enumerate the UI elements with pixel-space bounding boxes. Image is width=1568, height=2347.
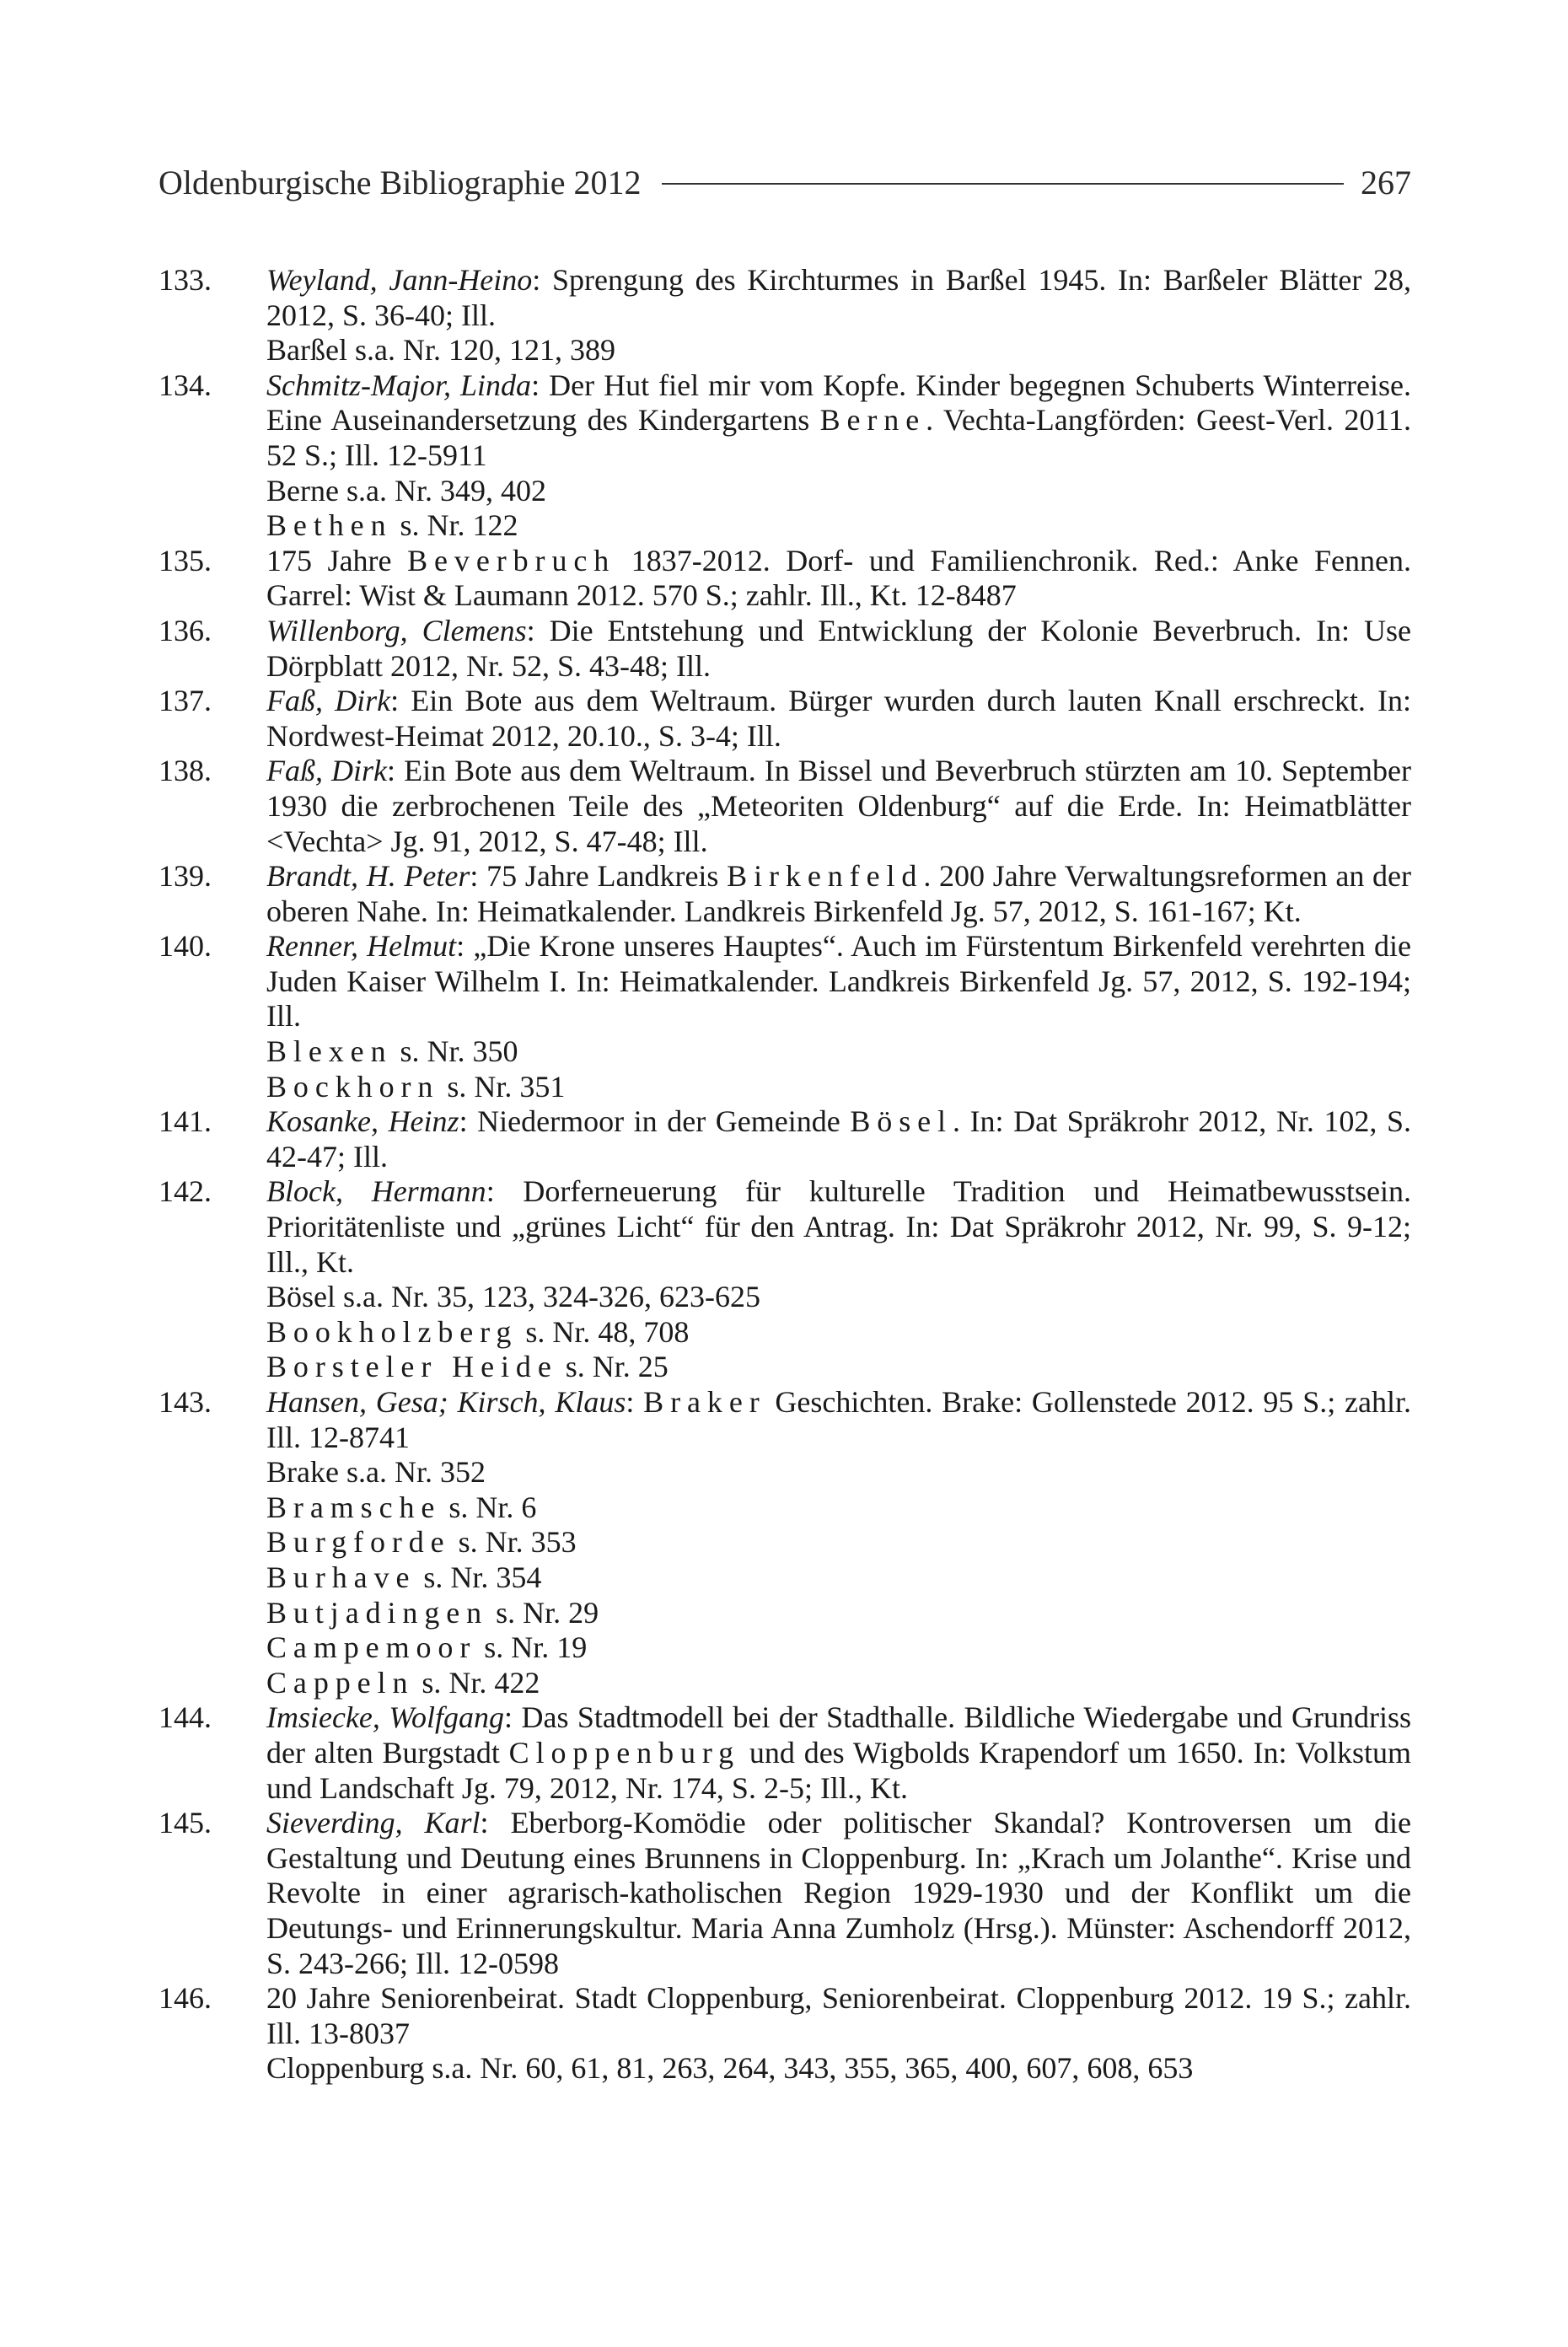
place-name: Bösel [266, 1280, 336, 1314]
entry-author: Kosanke, Heinz [266, 1104, 459, 1139]
place-name: Burgforde [266, 1525, 451, 1560]
cross-reference [158, 1490, 1411, 1526]
cross-reference [158, 1630, 1411, 1666]
entry-text: : 75 Jahre Landkreis [470, 859, 728, 894]
reference-text: s. Nr. 6 [441, 1490, 537, 1524]
entry-author: Faß, Dirk [266, 754, 388, 788]
bibliography-entry [158, 1981, 1411, 2051]
entry-text: . 200 Jahre Verwaltungsreformen an der oberen Nahe. In: Heimatkalender. Landkreis Birkenfeld Jg. 57, 2012, S. 161-167; Kt. [266, 859, 1412, 928]
cross-reference [158, 1666, 1411, 1701]
place-name: Bockhorn [266, 1069, 440, 1104]
reference-text: s. Nr. 422 [414, 1665, 540, 1700]
cross-reference [158, 1525, 1411, 1560]
cross-reference [158, 1070, 1411, 1105]
entry-text: : Das Stadtmodell bei der Stadthalle. Bildliche Wiedergabe und Grundriss der alten Burgstadt [266, 1700, 1411, 1770]
entry-author: Brandt, H. Peter [266, 859, 470, 894]
reference-text: s. Nr. 122 [392, 508, 518, 543]
cross-reference [158, 1560, 1411, 1596]
cross-reference [158, 474, 1411, 509]
entry-author: Weyland, Jann-Heino [266, 263, 533, 297]
entry-number: 133. [158, 263, 212, 297]
entry-author: Sieverding, Karl [266, 1806, 481, 1840]
place-name: Cloppenburg [508, 1735, 741, 1770]
reference-text: s.a. Nr. 120, 121, 389 [346, 333, 615, 368]
place-name: Cloppenburg [266, 2051, 425, 2086]
entry-author: Willenborg, Clemens [266, 613, 527, 647]
place-name: Berne [819, 403, 926, 438]
reference-text: s.a. Nr. 349, 402 [338, 473, 546, 508]
entry-author: Imsiecke, Wolfgang [266, 1700, 505, 1735]
header-rule [662, 183, 1345, 185]
place-name: Campemoor [266, 1630, 477, 1665]
entry-number: 134. [158, 368, 212, 402]
place-name: Beverbruch [407, 543, 616, 577]
entry-number: 142. [158, 1174, 212, 1209]
place-name: Birkenfeld [727, 859, 924, 894]
bibliography-entry [158, 1174, 1411, 1280]
entry-number: 146. [158, 1981, 212, 2016]
running-header [158, 158, 1411, 206]
cross-reference [158, 1455, 1411, 1490]
bibliography-entry [158, 614, 1411, 684]
cross-reference [158, 2051, 1411, 2087]
entry-number: 145. [158, 1806, 212, 1840]
bibliography-entry [158, 754, 1411, 859]
entry-author: Hansen, Gesa; Kirsch, Klaus [266, 1385, 626, 1419]
place-name: Blexen [266, 1034, 393, 1069]
entry-text: : Dorferneuerung für kulturelle Tradition und Heimatbewusstsein. Prioritätenliste und „grünes Licht“ für den Antrag. In: Dat Spräkrohr 2012, Nr. 99, S. 9-12; Ill., Kt. [266, 1174, 1411, 1279]
entry-number: 137. [158, 684, 212, 718]
reference-text: s. Nr. 350 [392, 1034, 518, 1069]
bibliography-entry [158, 929, 1411, 1034]
cross-reference [158, 333, 1411, 368]
entry-text: : [626, 1385, 644, 1419]
entry-text: : Niedermoor in der Gemeinde [459, 1104, 851, 1139]
page-number: 267 [1361, 163, 1411, 201]
bibliography-entry [158, 1806, 1411, 1981]
entry-text: 20 Jahre Seniorenbeirat. Stadt Cloppenburg, Seniorenbeirat. Cloppenburg 2012. 19 S.; zahlr. Ill. 13-8037 [266, 1981, 1411, 2050]
bibliography-entry [158, 1385, 1411, 1455]
running-title: Oldenburgische Bibliographie 2012 [158, 163, 642, 201]
bibliography-entry [158, 859, 1411, 929]
reference-text: s.a. Nr. 352 [338, 1455, 486, 1490]
entry-number: 144. [158, 1700, 212, 1735]
entry-text: : „Die Krone unseres Hauptes“. Auch im Fürstentum Birkenfeld verehrten die Juden Kaiser Wilhelm I. In: Heimatkalender. Landkreis Birkenfeld Jg. 57, 2012, S. 192-194; Ill. [266, 929, 1411, 1034]
entry-text: : Sprengung des Kirchturmes in Barßel 1945. In: Barßeler Blätter 28, 2012, S. 36-40; Ill. [266, 263, 1412, 332]
entry-text: . Vechta-Langförden: Geest-Verl. 2011. 52 S.; Ill. 12-5911 [266, 403, 1411, 472]
place-name: Butjadingen [266, 1595, 489, 1630]
entry-text: : Der Hut fiel mir vom Kopfe. Kinder begegnen Schuberts Winterreise. Eine Auseinandersetzung des Kindergartens [266, 368, 1412, 438]
entry-number: 140. [158, 929, 212, 964]
entry-text: und des Wigbolds Krapendorf um 1650. In: Volkstum und Landschaft Jg. 79, 2012, Nr. 174, S. 2-5; Ill., Kt. [266, 1735, 1411, 1805]
cross-reference [158, 508, 1411, 544]
reference-text: s.a. Nr. 60, 61, 81, 263, 264, 343, 355, 365, 400, 607, 608, 653 [424, 2051, 1194, 2086]
cross-reference [158, 1315, 1411, 1351]
entry-author: Block, Hermann [266, 1174, 486, 1209]
place-name: Berne [266, 473, 339, 508]
place-name: Bethen [266, 508, 393, 543]
bibliography-entry [158, 1700, 1411, 1806]
entry-text: 1837-2012. Dorf- und Familienchronik. Red.: Anke Fennen. Garrel: Wist & Laumann 2012. 570 S.; zahlr. Ill., Kt. 12-8487 [266, 543, 1411, 613]
bibliography-entry [158, 368, 1411, 474]
entry-author: Schmitz-Major, Linda [266, 368, 532, 402]
reference-text: s. Nr. 354 [416, 1560, 542, 1594]
bibliography-entry [158, 684, 1411, 754]
place-name: Bramsche [266, 1490, 442, 1524]
place-name: Bookholzberg [266, 1314, 518, 1349]
entry-number: 143. [158, 1385, 212, 1419]
reference-text: s. Nr. 48, 708 [518, 1314, 690, 1349]
reference-text: s. Nr. 351 [439, 1069, 566, 1104]
entry-text: : Ein Bote aus dem Weltraum. In Bissel und Beverbruch stürzten am 10. September 1930 die zerbrochenen Teile des „Meteoriten Oldenburg“ auf die Erde. In: Heimatblätter <Vechta> Jg. 91, 2012, S. 47-48; Ill. [266, 754, 1411, 858]
entry-author: Faß, Dirk [266, 684, 391, 718]
reference-text: s. Nr. 353 [450, 1525, 577, 1560]
place-name: Bösel [850, 1104, 953, 1139]
entry-text: : Eberborg-Komödie oder politischer Skandal? Kontroversen um die Gestaltung und Deutung eines Brunnens in Cloppenburg. In: „Krach um Jolanthe“. Krise und Revolte in einer agrarisch-katholischen Region 1929-1930 und der Konflikt um die Deutungs- und Erinnerungskultur. Maria Anna Zumholz (Hrsg.). Münster: Aschendorff 2012, S. 243-266; Ill. 12-0598 [266, 1806, 1411, 1980]
entry-text: : Ein Bote aus dem Weltraum. Bürger wurden durch lauten Knall erschreckt. In: Nordwest-Heimat 2012, 20.10., S. 3-4; Ill. [266, 684, 1411, 753]
reference-text: s.a. Nr. 35, 123, 324-326, 623-625 [336, 1280, 760, 1314]
entry-text: 175 Jahre [266, 543, 408, 577]
place-name: Brake [266, 1455, 339, 1490]
cross-reference [158, 1596, 1411, 1631]
cross-reference [158, 1034, 1411, 1070]
entry-number: 136. [158, 613, 212, 647]
reference-text: s. Nr. 29 [488, 1595, 599, 1630]
bibliography-entry [158, 1104, 1411, 1174]
entry-text: : Die Entstehung und Entwicklung der Kolonie Beverbruch. In: Use Dörpblatt 2012, Nr. 52, S. 43-48; Ill. [266, 613, 1411, 683]
place-name: Borsteler Heide [266, 1350, 558, 1384]
entry-number: 138. [158, 754, 212, 788]
place-name: Cappeln [266, 1665, 415, 1700]
cross-reference [158, 1350, 1411, 1385]
bibliography-entry [158, 544, 1411, 614]
reference-text: s. Nr. 25 [557, 1350, 669, 1384]
entry-author: Renner, Helmut [266, 929, 457, 964]
reference-text: s. Nr. 19 [476, 1630, 588, 1665]
place-name: Burhave [266, 1560, 416, 1594]
entry-number: 135. [158, 543, 212, 577]
cross-reference [158, 1280, 1411, 1315]
entry-number: 141. [158, 1104, 212, 1139]
entry-number: 139. [158, 859, 212, 894]
entry-text: . In: Dat Spräkrohr 2012, Nr. 102, S. 42-47; Ill. [266, 1104, 1412, 1174]
bibliography-entry [158, 263, 1411, 333]
place-name: Braker [643, 1385, 766, 1419]
bibliography-list [158, 263, 1411, 2087]
place-name: Barßel [266, 333, 347, 368]
entry-text: Geschichten. Brake: Gollenstede 2012. 95 S.; zahlr. Ill. 12-8741 [266, 1385, 1411, 1454]
